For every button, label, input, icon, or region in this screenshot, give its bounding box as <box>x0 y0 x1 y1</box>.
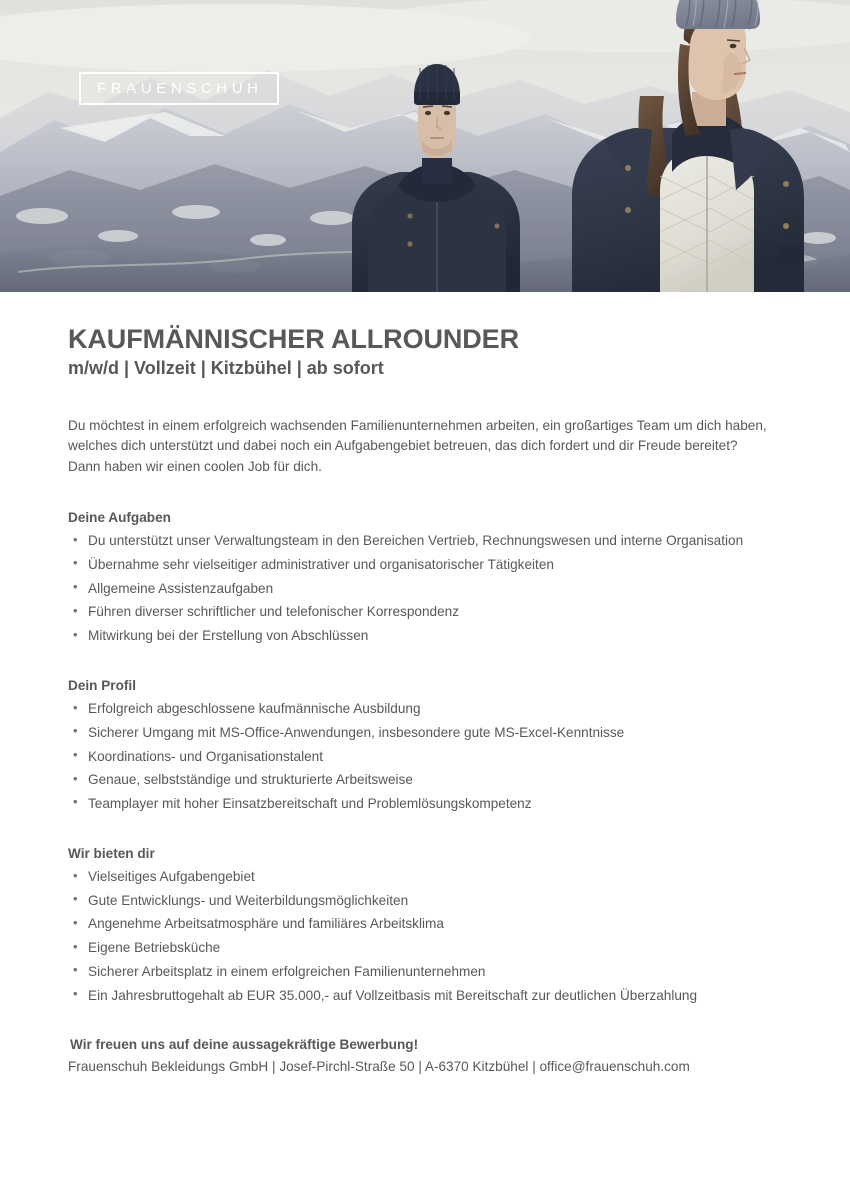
list-item: • Genaue, selbstständige und strukturierte Arbeitsweise <box>68 770 782 790</box>
brand-logo <box>79 72 279 105</box>
page-title: KAUFMÄNNISCHER ALLROUNDER <box>68 324 519 354</box>
list-item: • Mitwirkung bei der Erstellung von Abschlüssen <box>68 626 782 646</box>
list-item: • Übernahme sehr vielseitiger administrativer und organisatorischer Tätigkeiten <box>68 555 782 575</box>
list-item: • Allgemeine Assistenzaufgaben <box>68 579 782 599</box>
responsibilities-list <box>68 531 782 646</box>
section-heading: Dein Profil <box>68 677 136 693</box>
intro-line-1: Du möchtest in einem erfolgreich wachsenden Familienunternehmen arbeiten, ein großartiges Team um dich haben, welches dich unterstützt und dabei noch ein Aufgabengebiet betreuen, das dich fordert und dir Freude bereitet? <box>68 417 767 454</box>
brand-logo-text: FRAUENSCHUH <box>97 80 263 97</box>
title-block <box>68 292 782 380</box>
section-wir-bieten-dir <box>68 844 782 1006</box>
section-dein-profil <box>68 676 782 814</box>
hero-banner <box>0 0 850 292</box>
benefits-list <box>68 867 782 1005</box>
list-item: • Erfolgreich abgeschlossene kaufmännische Ausbildung <box>68 699 782 719</box>
call-to-action-text: Wir freuen uns auf deine aussagekräftige Bewerbung! <box>70 1037 419 1053</box>
intro-paragraph <box>68 416 782 478</box>
section-deine-aufgaben <box>68 508 782 646</box>
list-item: • Angenehme Arbeitsatmosphäre und familiäres Arbeitsklima <box>68 914 782 934</box>
list-item: • Teamplayer mit hoher Einsatzbereitschaft und Problemlösungskompetenz <box>68 794 782 814</box>
job-posting-content <box>0 292 850 1077</box>
section-heading: Deine Aufgaben <box>68 509 171 525</box>
job-meta-subtitle: m/w/d | Vollzeit | Kitzbühel | ab sofort <box>68 358 384 379</box>
list-item: • Ein Jahresbruttogehalt ab EUR 35.000,- auf Vollzeitbasis mit Bereitschaft zur deutlichen Überzahlung <box>68 986 782 1006</box>
list-item: • Führen diverser schriftlicher und telefonischer Korrespondenz <box>68 602 782 622</box>
list-item: • Gute Entwicklungs- und Weiterbildungsmöglichkeiten <box>68 891 782 911</box>
list-item: • Sicherer Arbeitsplatz in einem erfolgreichen Familienunternehmen <box>68 962 782 982</box>
closing-block <box>68 1035 782 1077</box>
list-item: • Eigene Betriebsküche <box>68 938 782 958</box>
list-item: • Vielseitiges Aufgabengebiet <box>68 867 782 887</box>
profile-list <box>68 699 782 814</box>
hero-photograph <box>0 0 850 292</box>
intro-line-2: Dann haben wir einen coolen Job für dich. <box>68 459 322 475</box>
section-heading: Wir bieten dir <box>68 845 155 861</box>
list-item: • Koordinations- und Organisationstalent <box>68 747 782 767</box>
list-item: • Du unterstützt unser Verwaltungsteam in den Bereichen Vertrieb, Rechnungswesen und interne Organisation <box>68 531 782 551</box>
list-item: • Sicherer Umgang mit MS-Office-Anwendungen, insbesondere gute MS-Excel-Kenntnisse <box>68 723 782 743</box>
company-contact-line: Frauenschuh Bekleidungs GmbH | Josef-Pirchl-Straße 50 | A-6370 Kitzbühel | office@frauenschuh.com <box>68 1058 690 1074</box>
